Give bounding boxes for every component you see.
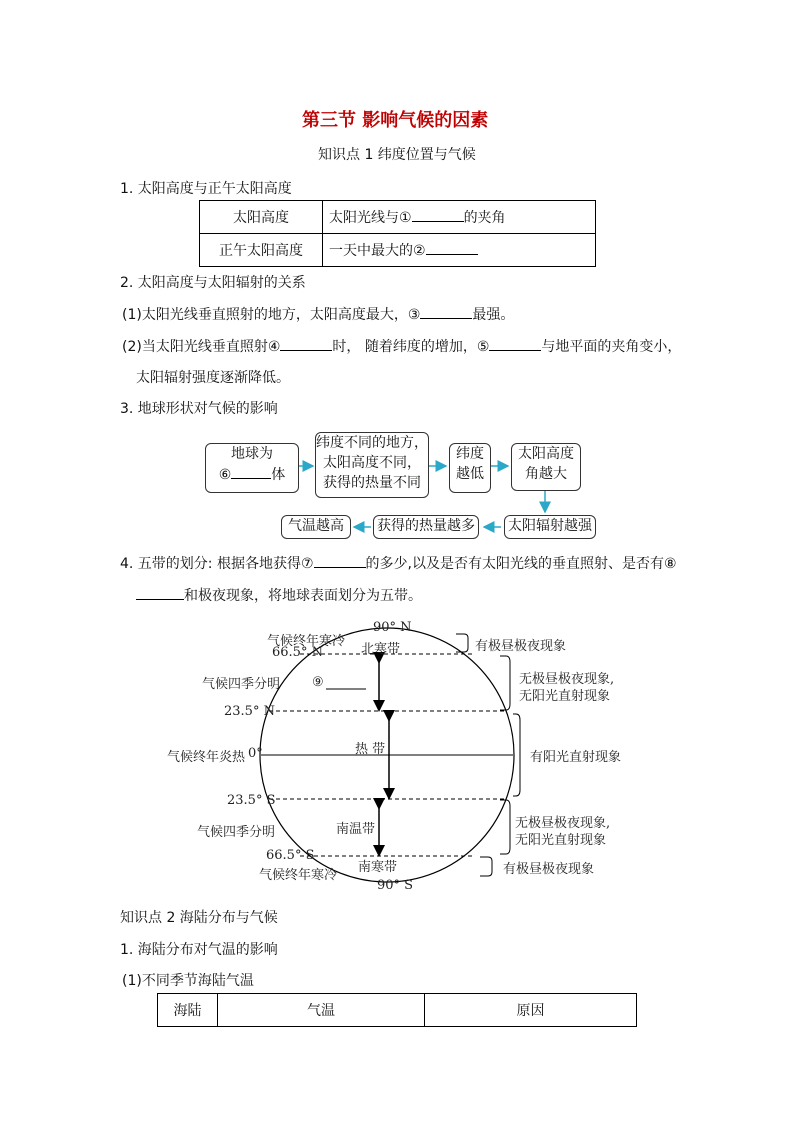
item-2-line-3: 太阳辐射强度逐渐降低。 <box>136 370 290 386</box>
table-cell: 太阳高度 <box>200 201 323 234</box>
note-mid-south-2: 无阳光直射现象 <box>515 833 607 848</box>
item-2-label: 2. 太阳高度与太阳辐射的关系 <box>120 275 306 291</box>
table-cell: 正午太阳高度 <box>200 234 323 267</box>
text-segment: (2)当太阳光线垂直照射④ <box>122 339 281 355</box>
text-segment: 4. 五带的划分: 根据各地获得⑦ <box>120 556 314 572</box>
flow-text: 越低 <box>456 466 484 482</box>
flow-text: 角越大 <box>525 466 567 482</box>
item-3-label: 3. 地球形状对气候的影响 <box>120 401 278 417</box>
flow-box-temperature: 气温越高 <box>281 515 351 539</box>
note-polar-north: 有极昼极夜现象 <box>475 639 567 654</box>
flow-text: 纬度不同的地方， <box>316 435 428 451</box>
lat-90n: 90° N <box>373 620 412 635</box>
climate-cold-south: 气候终年寒冷 <box>259 868 338 883</box>
item-1-label: 1. 太阳高度与正午太阳高度 <box>120 181 292 197</box>
zone-south-frigid: 南寒带 <box>358 860 398 875</box>
zone-south-temperate: 南温带 <box>336 822 376 837</box>
note-mid-north-2: 无阳光直射现象 <box>519 689 611 704</box>
flow-text: 太阳高度 <box>518 446 574 462</box>
k2-sub-1: (1)不同季节海陆气温 <box>122 973 254 989</box>
k2-item-1-label: 1. 海陆分布对气温的影响 <box>120 942 278 958</box>
table-cell-text: 一天中最大的② <box>329 243 426 259</box>
climate-four-north: 气候四季分明 <box>202 677 281 692</box>
climate-four-south: 气候四季分明 <box>197 825 276 840</box>
lat-235s: 23.5° S <box>227 793 276 808</box>
flow-text: 太阳高度不同， <box>323 455 421 471</box>
lat-235n: 23.5° N <box>224 704 275 719</box>
note-mid-north-1: 无极昼极夜现象, <box>519 672 615 687</box>
zone-north-frigid: 北寒带 <box>361 642 401 657</box>
lat-90s: 90° S <box>377 878 414 893</box>
zone-blank-9: ⑨ <box>312 675 324 690</box>
climate-cold-north: 气候终年寒冷 <box>267 634 346 649</box>
text-segment: 和极夜现象，将地球表面划分为五带。 <box>184 588 422 604</box>
flow-text: 体 <box>271 467 286 483</box>
table-cell-text: 的夹角 <box>463 210 506 226</box>
flow-text: 获得的热量不同 <box>323 475 421 491</box>
climate-hot: 气候终年炎热 <box>167 750 246 765</box>
text-segment: (1)太阳光线垂直照射的地方，太阳高度最大，③ <box>122 307 421 323</box>
text-segment: 与地平面的夹角变小， <box>541 339 682 355</box>
section-heading-2: 知识点 2 海陆分布与气候 <box>120 910 278 926</box>
text-segment: 时， 随着纬度的增加，⑤ <box>332 339 490 355</box>
note-mid-south-1: 无极昼极夜现象, <box>515 816 611 831</box>
flow-box-radiation: 太阳辐射越强 <box>504 515 596 539</box>
table-header-cell: 海陆 <box>158 994 218 1027</box>
table-cell-text: 太阳光线与① <box>329 210 412 226</box>
flow-box-heat: 获得的热量越多 <box>373 515 479 539</box>
lat-665s: 66.5° S <box>266 848 315 863</box>
table-header-cell: 气温 <box>218 994 425 1027</box>
table-header-row <box>158 994 637 1027</box>
note-direct-sun: 有阳光直射现象 <box>530 750 622 765</box>
note-polar-south: 有极昼极夜现象 <box>503 862 595 877</box>
flow-text: 纬度 <box>456 446 484 462</box>
zone-torrid: 热 带 <box>355 742 386 757</box>
text-segment: 最强。 <box>472 307 515 323</box>
table-header-cell: 原因 <box>425 994 637 1027</box>
sea-land-table <box>157 993 637 1027</box>
text-segment: 的多少,以及是否有太阳光线的垂直照射、是否有⑧ <box>365 556 677 572</box>
section-heading-1: 知识点 1 纬度位置与气候 <box>318 147 476 163</box>
lat-equator: 0° <box>248 746 263 761</box>
flow-text: 地球为 <box>231 446 273 462</box>
page-title: 第三节 影响气候的因素 <box>302 110 489 131</box>
flow-text: ⑥ <box>218 467 232 483</box>
lat-665n: 66.5° N <box>272 645 323 660</box>
